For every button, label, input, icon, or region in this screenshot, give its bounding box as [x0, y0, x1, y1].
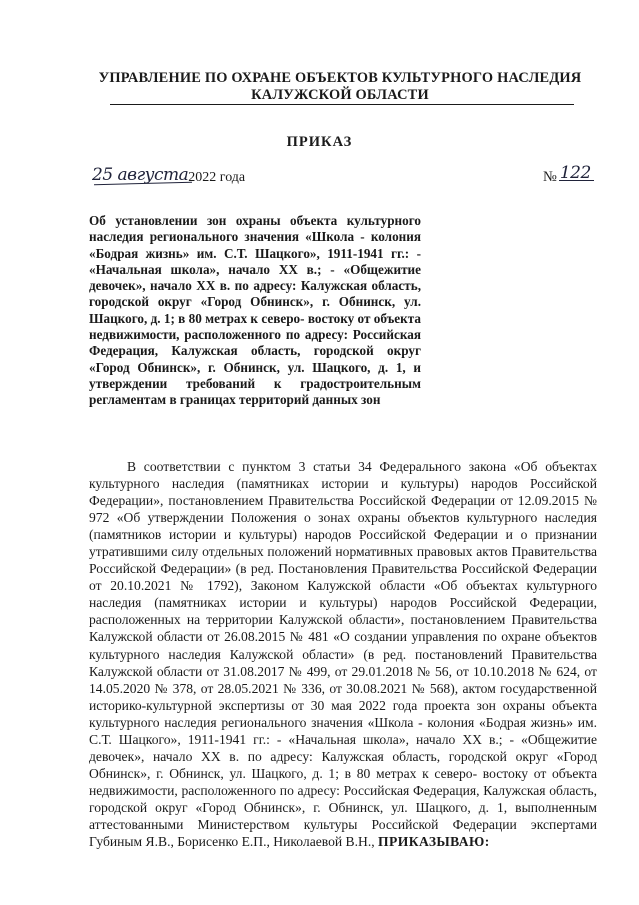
number-sign: №	[543, 169, 557, 185]
handwritten-date: 25 августа	[92, 165, 189, 185]
document-type-title: ПРИКАЗ	[286, 134, 353, 150]
handwritten-number: 122	[559, 163, 591, 183]
body-text: В соответствии с пунктом 3 статьи 34 Федерального закона «Об объектах культурного наследия (памятниках истории и культуры) народов Российской Федерации», постановлением Правительства Российской Федерации от 12.09.2015 № 972 «Об утверждении Положения о зонах охраны объектов культурного наследия (памятников истории и культуры) народов Российской Федерации и о признании утратившими силу отдельных положений нормативных правовых актов Правительства Российской Федерации» (в ред. Постановления Правительства Российской Федерации от 20.10.2021 № 1792), Законом Калужской области «Об объектах культурного наследия (памятниках истории и культуры) народов Российской Федерации, расположенных на территории Калужской области», постановлением Правительства Калужской области от 26.08.2015 № 481 «О создании управления по охране объектов культурного наследия Калужской области» (в ред. постановлений Правительства Калужской области от 31.08.2017 № 499, от 29.01.2018 № 56, от 10.10.2018 № 624, от 14.05.2020 № 378, от 28.05.2021 № 336, от 30.08.2021 № 568), актом государственной историко-культурной экспертизы от 30 мая 2022 года проекта зон охраны объекта культурного наследия регионального значения «Школа - колония «Бодрая жизнь» им. С.Т. Шацкого», 1911-1941 гг.: - «Начальная школа», начало XX в.; - «Общежитие девочек», начало XX в. по адресу: Калужская область, городской округ «Город Обнинск», г. Обнинск, ул. Шацкого, д. 1; в 80 метрах к северо- востоку от объекта недвижимости, расположенного по адресу: Российская Федерация, Калужская область, городской округ «Город Обнинск», г. Обнинск, ул. Шацкого, д. 1, выполненным аттестованными Министерством культуры Российской Федерации экспертами Губиным Я.В., Борисенко Е.П., Николаевой В.Н.,	[89, 459, 597, 850]
command-word: ПРИКАЗЫВАЮ:	[378, 834, 490, 850]
order-subject: Об установлении зон охраны объекта культурного наследия регионального значения «Школа - колония «Бодрая жизнь» им. С.Т. Шацкого», 1911-1941 гг.: - «Начальная школа», начало XX в.; - «Общежитие девочек», начало XX в. по адресу: Калужская область, городской округ «Город Обнинск», г. Обнинск, ул. Шацкого, д. 1; в 80 метрах к северо- востоку от объекта недвижимости, расположенного по адресу: Российская Федерация, Калужская область, городской округ «Город Обнинск», г. Обнинск, ул. Шацкого, д. 1, и утверждении требований к градостроительным регламентам в границах территорий данных зон	[89, 213, 421, 408]
body-paragraph	[89, 458, 597, 850]
document-date	[92, 166, 245, 188]
date-year: 2022 года	[188, 170, 246, 185]
organization-name-line1: УПРАВЛЕНИЕ ПО ОХРАНЕ ОБЪЕКТОВ КУЛЬТУРНОГО НАСЛЕДИЯ	[98, 70, 582, 86]
organization-name-line2: КАЛУЖСКОЙ ОБЛАСТИ	[251, 87, 429, 103]
document-number	[543, 163, 591, 187]
header-underline	[110, 104, 574, 105]
